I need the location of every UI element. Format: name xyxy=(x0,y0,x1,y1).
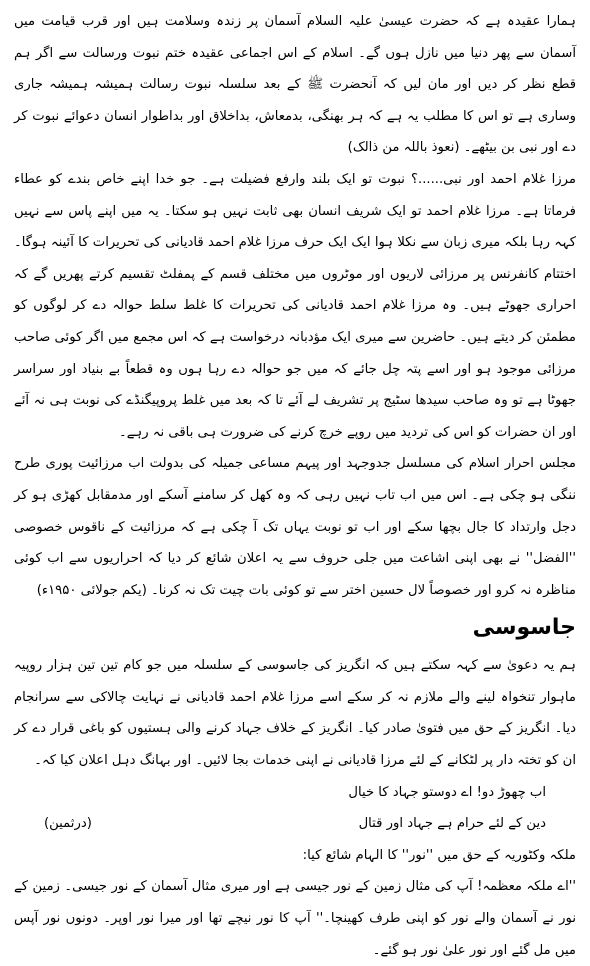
paragraph-3-date: (یکم جولائی ۱۹۵۰ء) xyxy=(36,582,147,598)
paragraph-1: ہمارا عقیدہ ہے کہ حضرت عیسیٰ علیہ السلام آسمان پر زندہ وسلامت ہیں اور قرب قیامت میں آسمان سے پھر دنیا میں نازل ہوں گے۔ اسلام کے اس اجماعی عقیدہ ختم نبوت ورسالت سے اگر ہم قطع نظر کر دیں اور مان لیں کہ آنحضرت ﷺ کے بعد سلسلہ نبوت رسالت ہمیشہ ہمیشہ جاری وساری ہے تو اس کا مطلب یہ ہے کہ ہر بھنگی، بدمعاش، بداخلاق اور بداطوار انسان دعوائے نبوت کر دے اور نبی بن بیٹھے۔ (نعوذ باللہ من ذالک) xyxy=(14,14,576,156)
paragraph-2: مرزا غلام احمد اور نبی......؟ نبوت تو ایک بلند وارفع فضیلت ہے۔ جو خدا اپنے خاص بندے کو عطاء فرماتا ہے۔ مرزا غلام احمد تو ایک شریف انسان بھی ثابت نہیں ہو سکتا۔ یہ میں اپنے پاس سے نہیں کہہ رہا بلکہ میری زبان سے نکلا ہوا ایک ایک حرف مرزا غلام احمد قادیانی کی تحریرات کا آئینہ ہوگا۔ اختتام کانفرنس پر مرزائی لاریوں اور موٹروں میں مختلف قسم کے پمفلٹ تقسیم کرتے پھریں گے کہ احراری جھوٹے ہیں۔ وہ مرزا غلام احمد قادیانی کی تحریرات کا غلط سلط حوالہ دے کر لوگوں کو مطمئن کر دیتے ہیں۔ حاضرین سے میری ایک مؤدبانہ درخواست ہے کہ اس مجمع میں اگر کوئی صاحب مرزائی موجود ہو اور اسے پتہ چل جائے کہ میں جو حوالہ دے رہا ہوں وہ قطعاً بے بنیاد اور سراسر جھوٹا ہے تو وہ صاحب سیدھا سٹیج پر تشریف لے آئے تا کہ بعد میں غلط پروپیگنڈے کی نوبت ہی نہ آئے اور ان حضرات کو اس کی تردید میں روپے خرچ کرنے کی ضرورت ہی باقی نہ رہے۔ xyxy=(14,171,576,440)
paragraph-3-text: مجلس احرار اسلام کی مسلسل جدوجہد اور پیہم مساعی جمیلہ کی بدولت اب مرزائیت پوری طرح ننگی ہو چکی ہے۔ اس میں اب تاب نہیں رہی کہ وہ کھل کر سامنے آسکے اور مدمقابل کھڑی ہو کر دجل وارتداد کا جال بچھا سکے اور اب تو نوبت یہاں تک آ چکی ہے کہ مرزائیت کے ناقوس خصوصی ''الفضل'' نے بھی اپنی اشاعت میں جلی حروف سے یہ اعلان شائع کر دیا کہ احراریوں سے اب کوئی مناظرہ نہ کرو اور خصوصاً لال حسین اختر سے تو کوئی بات چیت تک نہ کرنا۔ xyxy=(14,456,576,598)
paragraph-3 xyxy=(14,448,576,606)
after-verse-line: ملکہ وکٹوریہ کے حق میں ''نور'' کا الہام شائع کیا: xyxy=(302,847,576,863)
quote-paragraph: ''اے ملکہ معظمہ! آپ کی مثال زمین کے نور جیسی ہے اور میری مثال آسمان کے نور جیسی۔ زمین کے نور نے آسمان والے نور کو اپنی طرف کھینچا۔'' آپ کا نور نیچے تھا اور میرا نور اوپر۔ دونوں نور آپس میں مل گئے اور نور علیٰ نور ہو گئے۔ xyxy=(14,879,576,958)
verse-line-2 xyxy=(14,808,576,840)
section-heading: جاسوسی xyxy=(472,615,576,641)
verse-text: اب چھوڑ دو! اے دوستو جہاد کا خیال xyxy=(348,784,546,800)
verse-text: دین کے لئے حرام ہے جہاد اور قتال xyxy=(358,816,546,832)
verse-block xyxy=(14,777,576,840)
verse-line-1 xyxy=(14,777,576,809)
verse-reference: (درثمین) xyxy=(44,816,92,832)
section-paragraph-1: ہم یہ دعویٰ سے کہہ سکتے ہیں کہ انگریز کی جاسوسی کے سلسلہ میں جو کام تین تین ہزار روپیہ ماہوار تنخواہ لینے والے ملازم نہ کر سکے اسے مرزا غلام احمد قادیانی نے نہایت چالاکی سے سرانجام دیا۔ انگریز کے حق میں فتویٰ صادر کیا۔ انگریز کے خلاف جہاد کرنے والی ہستیوں کو باغی قرار دے کر ان کو تختہ دار پر لٹکانے کے لئے مرزا قادیانی نے اپنی خدمات بجا لائیں۔ اور بہانگ دہل اعلان کیا کہ۔ xyxy=(14,658,576,769)
